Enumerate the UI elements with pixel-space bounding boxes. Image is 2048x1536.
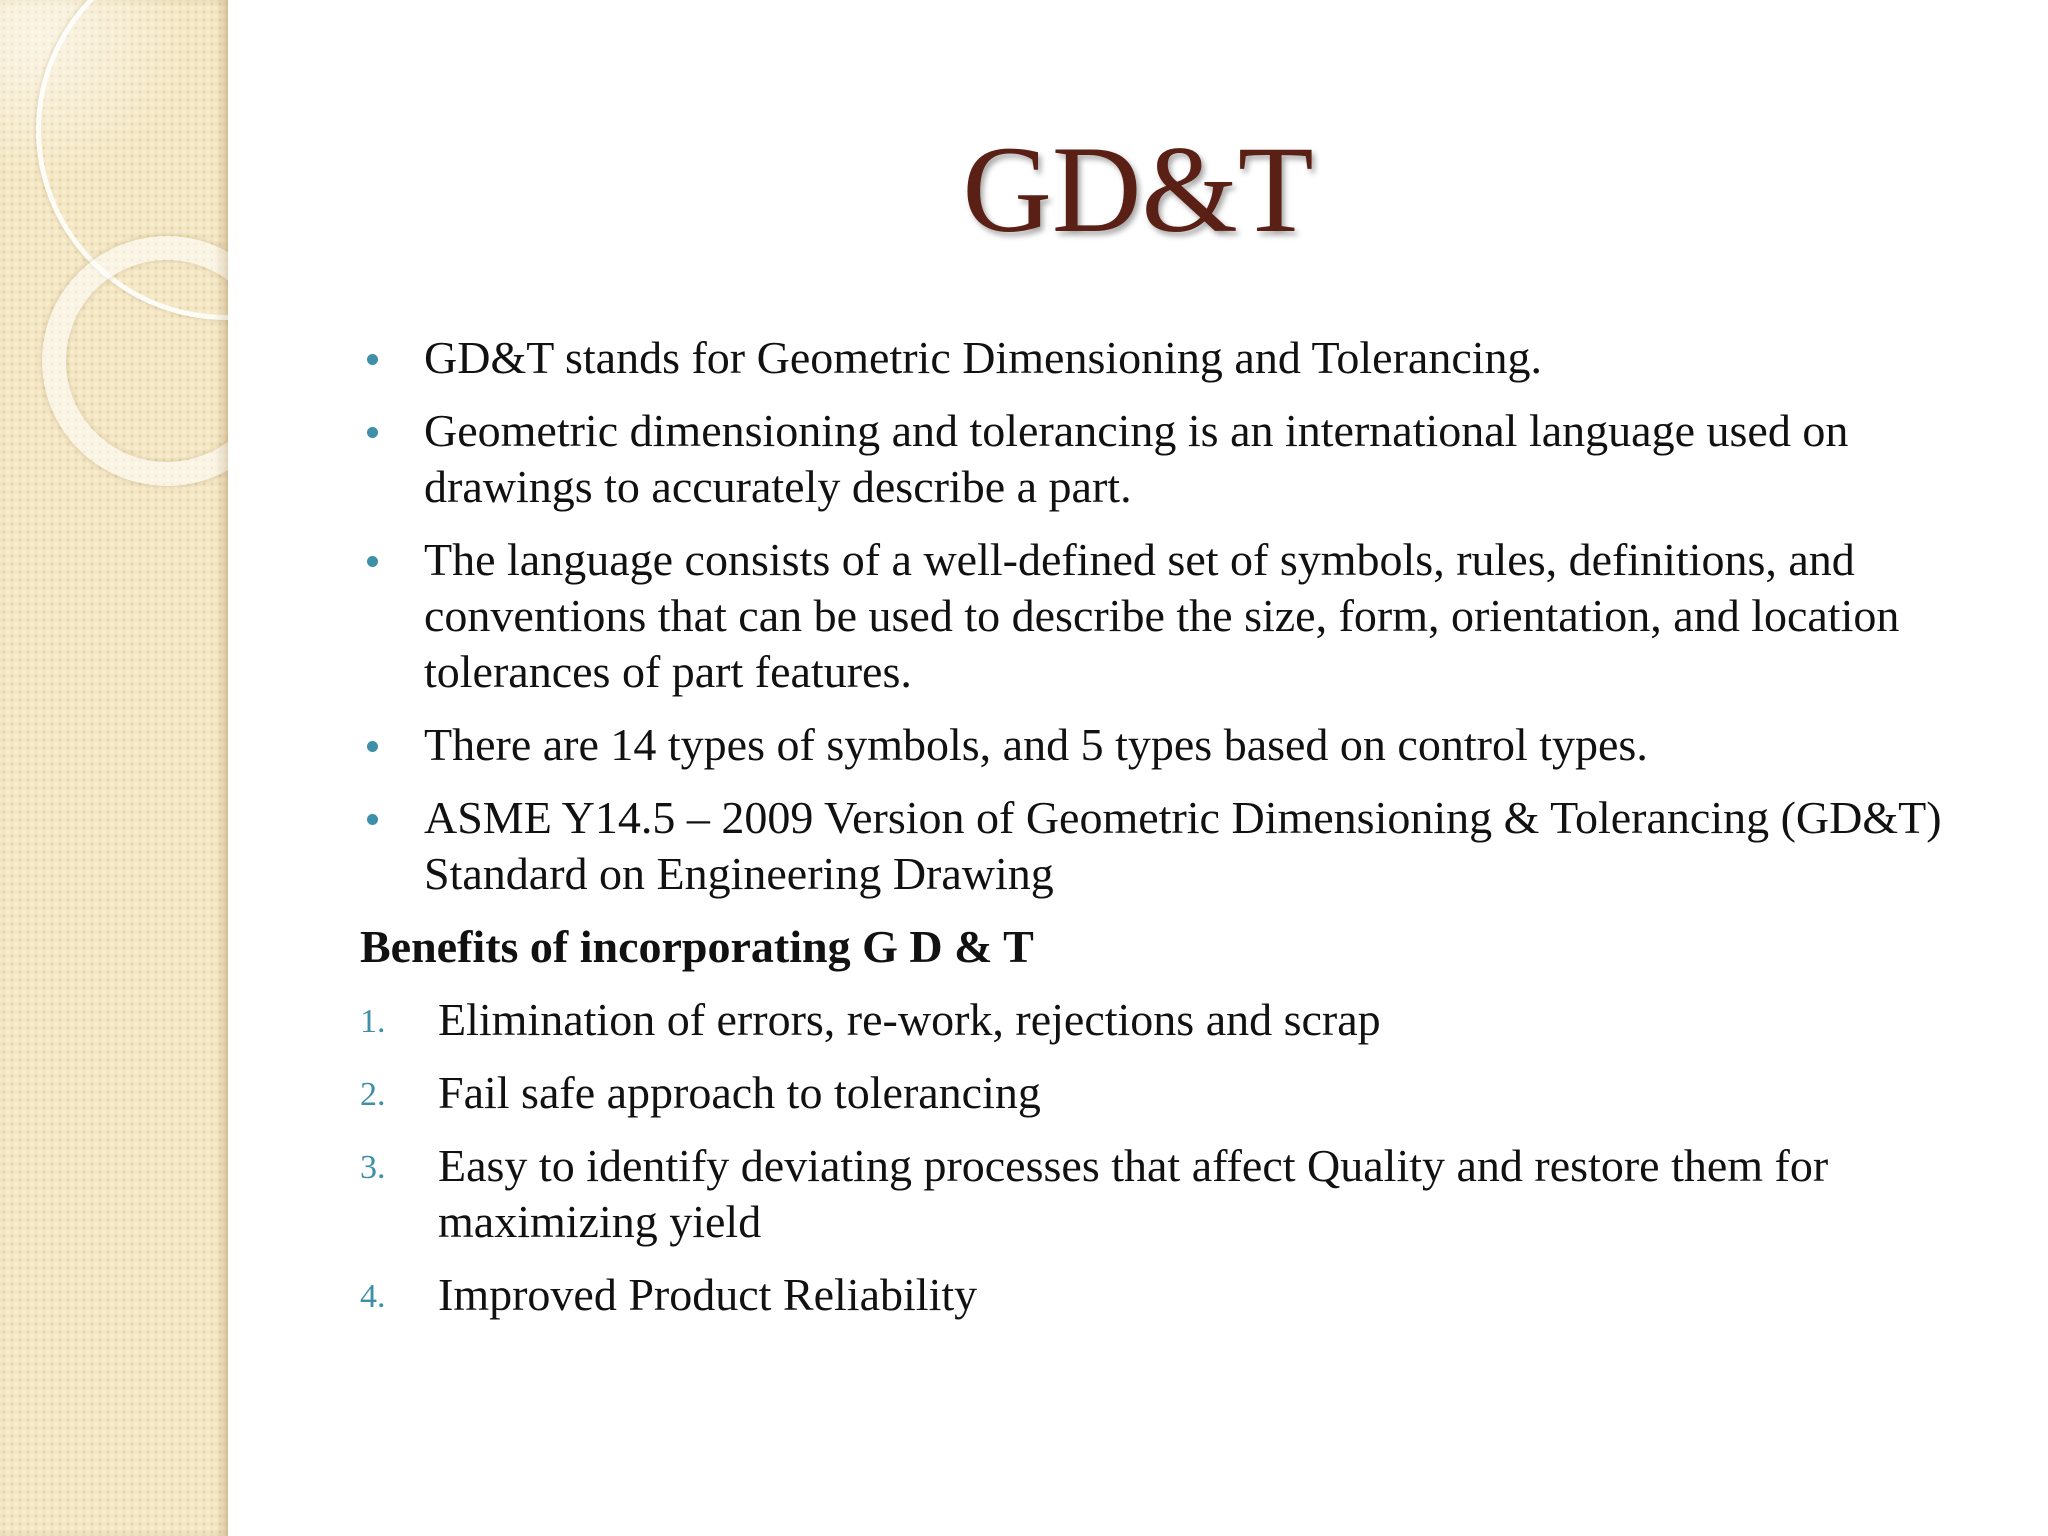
benefits-heading: Benefits of incorporating G D & T xyxy=(360,921,1034,972)
bullet-dot-icon xyxy=(367,741,378,752)
bullet-text: The language consists of a well-defined set of symbols, rules, definitions, and conventions that can be used to describe the size, form, orientation, and location tolerances of part features. xyxy=(424,534,1900,697)
benefits-list xyxy=(360,992,2010,1323)
benefit-text: Elimination of errors, re-work, rejections and scrap xyxy=(438,994,1381,1045)
slide-content xyxy=(360,330,2010,1340)
benefit-number: 4. xyxy=(360,1278,386,1315)
decorative-ring-small xyxy=(42,236,228,486)
slide-title: GD&T xyxy=(962,121,1314,258)
bullet-item xyxy=(360,330,2010,386)
benefit-text: Easy to identify deviating processes that affect Quality and restore them for maximizing yield xyxy=(438,1140,1829,1247)
bullet-dot-icon xyxy=(367,556,378,567)
decorative-side-panel xyxy=(0,0,228,1536)
bullet-list xyxy=(360,330,2010,902)
bullet-item xyxy=(360,790,2010,902)
benefit-text: Improved Product Reliability xyxy=(438,1269,978,1320)
bullet-dot-icon xyxy=(367,427,378,438)
benefit-number: 1. xyxy=(360,1003,386,1040)
bullet-item xyxy=(360,717,2010,773)
benefit-text: Fail safe approach to tolerancing xyxy=(438,1067,1041,1118)
benefit-item xyxy=(360,1267,2010,1323)
benefit-number: 2. xyxy=(360,1076,386,1113)
benefit-item xyxy=(360,1065,2010,1121)
bullet-item xyxy=(360,403,2010,515)
benefit-number: 3. xyxy=(360,1149,386,1186)
bullet-text: Geometric dimensioning and tolerancing is an international language used on drawings to accurately describe a part. xyxy=(424,405,1849,512)
bullet-text: GD&T stands for Geometric Dimensioning and Tolerancing. xyxy=(424,332,1543,383)
bullet-item xyxy=(360,532,2010,700)
benefit-item xyxy=(360,992,2010,1048)
bullet-text: ASME Y14.5 – 2009 Version of Geometric Dimensioning & Tolerancing (GD&T) Standard on Engineering Drawing xyxy=(424,792,1942,899)
bullet-text: There are 14 types of symbols, and 5 types based on control types. xyxy=(424,719,1648,770)
bullet-dot-icon xyxy=(367,354,378,365)
panel-edge-shade xyxy=(214,0,228,1536)
bullet-dot-icon xyxy=(367,814,378,825)
benefit-item xyxy=(360,1138,2010,1250)
